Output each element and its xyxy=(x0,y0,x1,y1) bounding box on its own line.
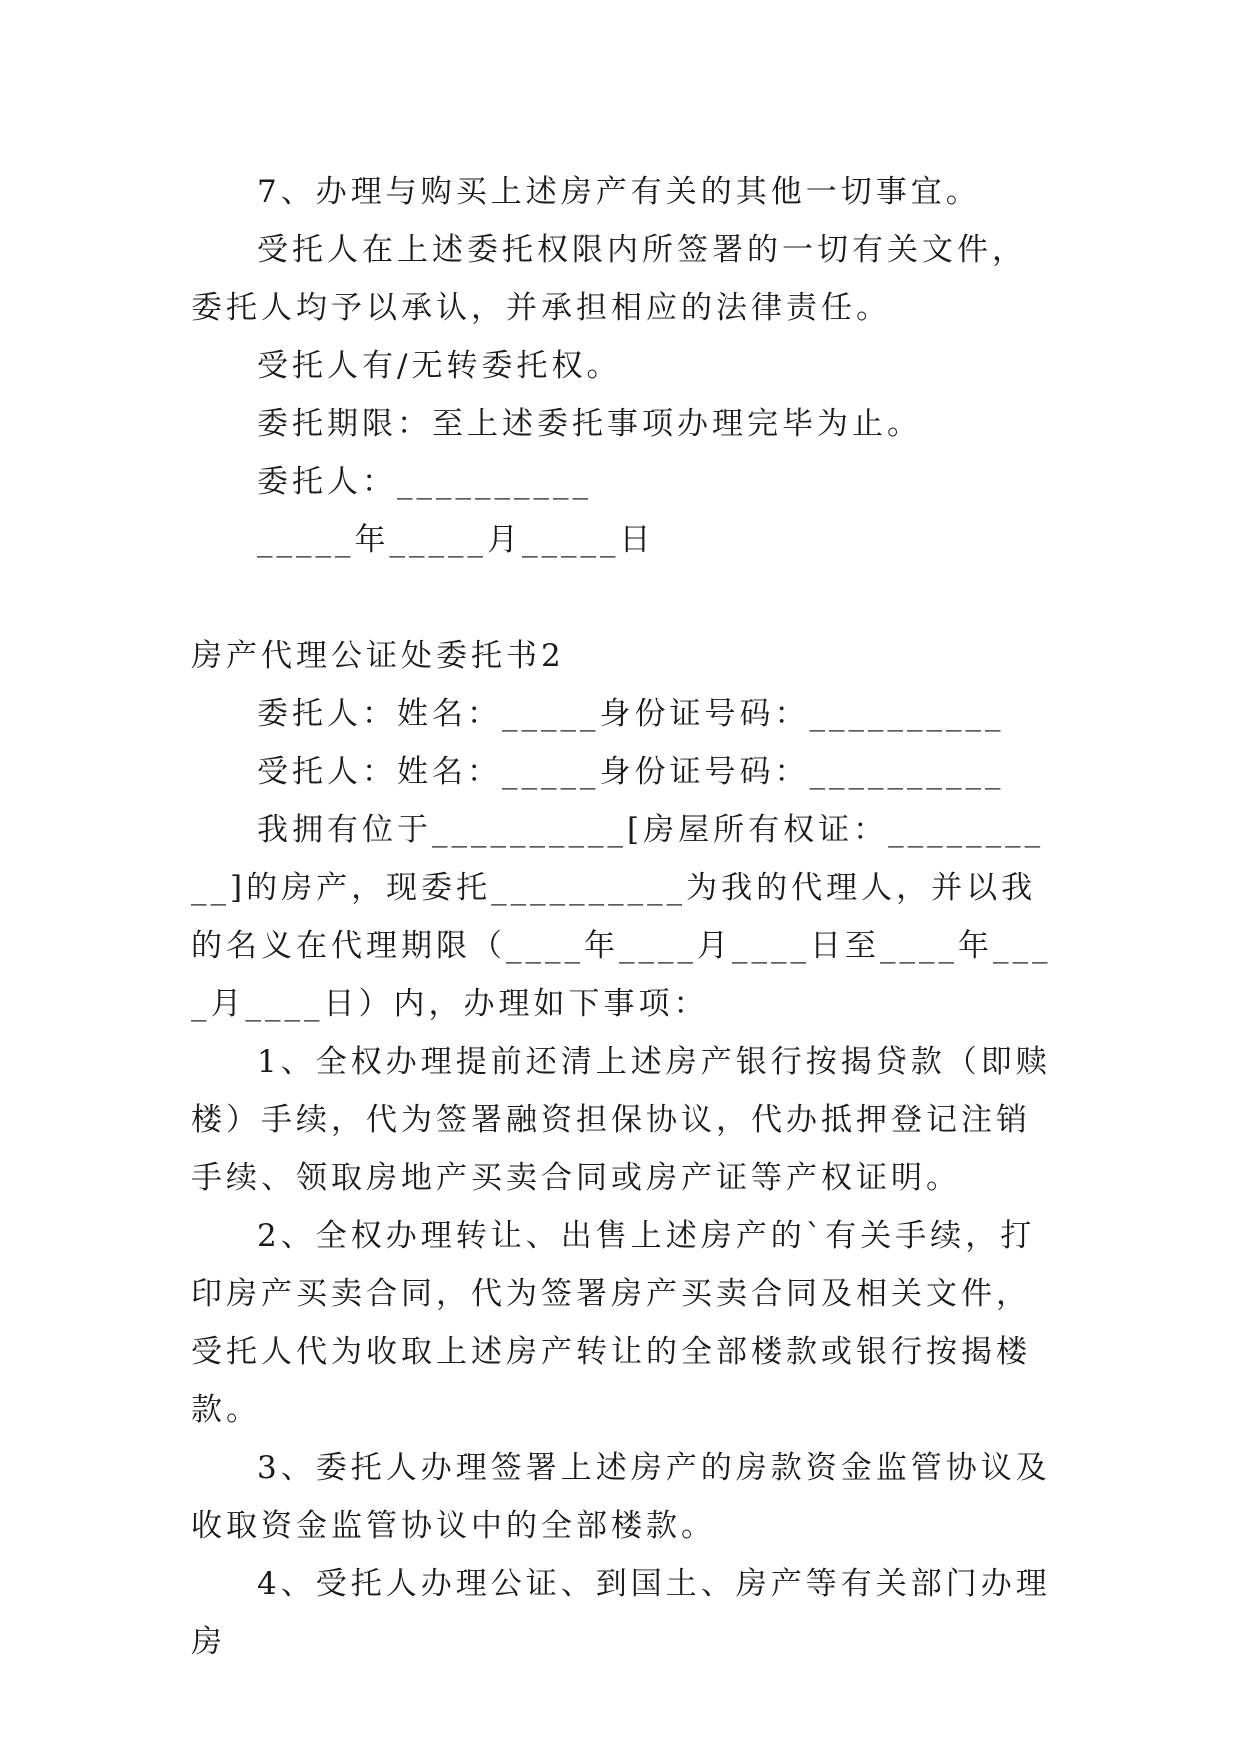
paragraph-principal-info: 委托人：姓名：_____身份证号码：__________ xyxy=(257,696,1005,732)
paragraph-item-7: 7、办理与购买上述房产有关的其他一切事宜。 xyxy=(257,174,981,210)
paragraph-item-4: 4、受托人办理公证、到国土、房产等有关部门办理房 xyxy=(191,1566,1051,1660)
date-line: _____年_____月_____日 xyxy=(257,522,655,558)
section-title: 房产代理公证处委托书2 xyxy=(191,638,565,674)
paragraph-ownership: 我拥有位于__________[房屋所有权证：__________]的房产，现委托__________为我的代理人，并以我的名义在代理期限（____年____月____日至____年____月____日）内，办理如下事项： xyxy=(191,812,1052,1022)
paragraph-item-3: 3、委托人办理签署上述房产的房款资金监管协议及收取资金监管协议中的全部楼款。 xyxy=(191,1450,1051,1544)
paragraph-item-2: 2、全权办理转让、出售上述房产的`有关手续，打印房产买卖合同，代为签署房产买卖合同及相关文件，受托人代为收取上述房产转让的全部楼款或银行按揭楼款。 xyxy=(191,1218,1036,1428)
paragraph-acknowledge: 受托人在上述委托权限内所签署的一切有关文件，委托人均予以承认，并承担相应的法律责任。 xyxy=(191,232,1027,326)
paragraph-sub-delegation: 受托人有/无转委托权。 xyxy=(257,348,622,384)
document-body xyxy=(191,163,1053,1671)
principal-signature-line: 委托人：__________ xyxy=(257,464,592,500)
paragraph-agent-info: 受托人：姓名：_____身份证号码：__________ xyxy=(257,754,1005,790)
paragraph-term: 委托期限：至上述委托事项办理完毕为止。 xyxy=(257,406,922,442)
paragraph-item-1: 1、全权办理提前还清上述房产银行按揭贷款（即赎楼）手续，代为签署融资担保协议，代办抵押登记注销手续、领取房地产买卖合同或房产证等产权证明。 xyxy=(191,1044,1051,1196)
